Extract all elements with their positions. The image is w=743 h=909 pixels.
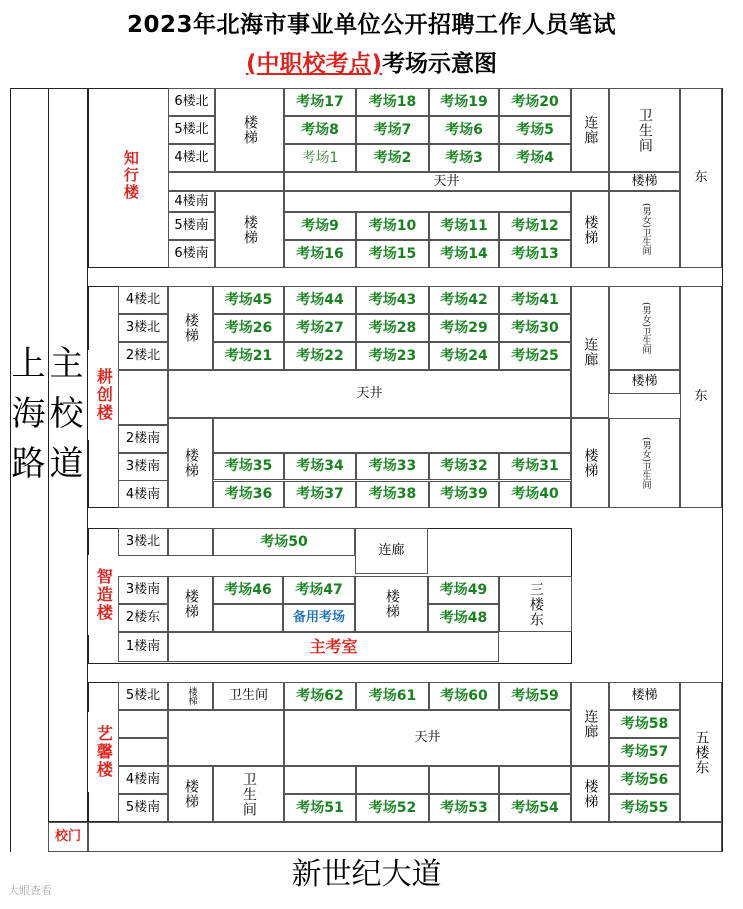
floor-label: 3楼北	[118, 528, 168, 556]
exam-room: 考场21	[213, 342, 284, 370]
floor-label: 5楼北	[168, 116, 215, 144]
exam-room: 考场41	[499, 286, 571, 314]
exam-room: 考场11	[429, 212, 499, 240]
floor-label: 4楼南	[118, 766, 168, 794]
atrium: 天井	[284, 172, 609, 191]
exam-room: 考场51	[284, 794, 356, 822]
exam-room: 考场30	[499, 314, 571, 342]
stairs: 楼梯	[168, 418, 213, 508]
floor-label: 6楼南	[168, 240, 215, 268]
east-label: 东	[680, 88, 722, 268]
corridor: 连廊	[355, 528, 428, 574]
exam-room: 考场40	[499, 481, 571, 508]
stairs: 楼梯	[609, 682, 680, 710]
corridor: 连廊	[571, 88, 609, 172]
blank-cell	[168, 710, 284, 766]
exam-room: 考场60	[429, 682, 499, 710]
atrium: 天井	[284, 710, 571, 766]
floor-label: 5楼北	[118, 682, 168, 710]
floor-label: 5楼南	[118, 794, 168, 822]
exam-room: 考场25	[499, 342, 571, 370]
floor-label: 2楼东	[118, 604, 168, 632]
east-label: 三楼东	[499, 576, 572, 632]
exam-room: 考场52	[356, 794, 429, 822]
corridor-row	[168, 172, 284, 191]
exam-room: 考场36	[213, 481, 284, 508]
blank-cell	[168, 528, 213, 556]
exam-room: 考场10	[356, 212, 429, 240]
exam-room: 考场20	[499, 88, 571, 116]
exam-room: 考场48	[428, 604, 499, 632]
floor-label: 3楼南	[118, 576, 168, 604]
corridor: 连廊	[571, 286, 609, 418]
stairs: 楼梯	[571, 418, 609, 508]
exam-room: 考场4	[499, 144, 571, 172]
floor-label: 2楼北	[118, 342, 168, 370]
exam-room: 考场43	[356, 286, 429, 314]
title-line-1: 2023年北海市事业单位公开招聘工作人员笔试	[126, 12, 616, 38]
exam-room: 考场23	[356, 342, 429, 370]
exam-room: 考场47	[283, 576, 355, 604]
exam-room: 考场42	[429, 286, 499, 314]
floor-label: 4楼北	[118, 286, 168, 314]
exam-room: 考场18	[356, 88, 429, 116]
exam-room: 考场33	[356, 453, 429, 480]
blank-cell	[118, 710, 168, 738]
exam-room: 考场24	[429, 342, 499, 370]
floor-label: 3楼北	[118, 314, 168, 342]
exam-room: 考场19	[429, 88, 499, 116]
exam-room: 考场26	[213, 314, 284, 342]
exam-room: 考场22	[284, 342, 356, 370]
exam-room: 考场2	[356, 144, 429, 172]
corridor: 连廊	[571, 682, 609, 766]
toilet: (男女)卫生间	[609, 191, 680, 268]
title-line-2	[0, 45, 743, 78]
floor-label: 2楼南	[118, 425, 168, 453]
exam-room: 考场44	[284, 286, 356, 314]
exam-room: 考场53	[429, 794, 499, 822]
gate-strip	[88, 822, 722, 852]
exam-room: 考场32	[429, 453, 499, 480]
exam-room: 考场62	[284, 682, 356, 710]
blank-cell	[356, 766, 429, 794]
toilet: (男女)卫生间	[609, 418, 680, 508]
stairs: 楼梯	[609, 370, 680, 394]
exam-room: 考场50	[213, 528, 355, 556]
exam-room: 考场27	[284, 314, 356, 342]
exam-room: 考场29	[429, 314, 499, 342]
road-main: 主校道	[43, 345, 83, 495]
exam-room: 考场1	[284, 144, 356, 172]
exam-room: 考场12	[499, 212, 571, 240]
exam-room: 考场38	[356, 481, 429, 508]
blank-cell	[284, 766, 356, 794]
exam-room: 考场55	[609, 794, 680, 822]
spare-room: 备用考场	[283, 604, 355, 632]
exam-room: 考场16	[284, 240, 356, 268]
stairs: 楼梯	[168, 682, 213, 710]
exam-room: 考场39	[429, 481, 499, 508]
floor-label: 6楼北	[168, 88, 215, 116]
exam-room: 考场56	[609, 766, 680, 794]
toilet: 卫生间	[609, 88, 680, 172]
exam-room: 考场59	[499, 682, 571, 710]
floor-label: 4楼南	[168, 191, 215, 212]
exam-room: 考场54	[499, 794, 571, 822]
east-label: 东	[680, 286, 722, 508]
toilet: (男女)卫生间	[609, 286, 680, 370]
exam-room: 考场31	[499, 453, 571, 480]
building-label-gengchuang: 耕创楼	[88, 350, 118, 440]
road-south: 新世纪大道	[10, 852, 723, 898]
building-label-zhizao: 智造楼	[88, 555, 118, 635]
blank-cell	[118, 738, 168, 766]
exam-room: 考场5	[499, 116, 571, 144]
floor-label: 4楼南	[118, 480, 168, 508]
exam-room: 考场45	[213, 286, 284, 314]
stairs: 楼梯	[215, 191, 284, 268]
school-gate: 校门	[48, 822, 88, 852]
empty-row	[284, 191, 571, 212]
stairs: 楼梯	[609, 172, 680, 191]
exam-room: 考场28	[356, 314, 429, 342]
exam-room: 考场13	[499, 240, 571, 268]
exam-room: 考场9	[284, 212, 356, 240]
stairs: 楼梯	[168, 286, 213, 370]
building-label-zhixing: 知行楼	[110, 140, 150, 210]
blank-row	[213, 418, 571, 453]
blank-cell	[213, 604, 283, 632]
floor-label: 5楼南	[168, 212, 215, 240]
exam-room: 考场14	[429, 240, 499, 268]
exam-room: 考场35	[213, 453, 284, 480]
blank-cell	[429, 766, 499, 794]
blank-cell	[118, 370, 168, 425]
exam-room: 考场6	[429, 116, 499, 144]
east-label: 五楼东	[680, 682, 722, 822]
stairs: 楼梯	[168, 766, 213, 822]
stairs: 楼梯	[215, 88, 284, 172]
exam-room: 考场58	[609, 710, 680, 738]
stairs: 楼梯	[355, 576, 428, 632]
blank-cell	[499, 766, 571, 794]
title-map: 考场示意图	[382, 51, 498, 77]
title-venue: (中职校考点)	[245, 51, 383, 77]
floor-label: 4楼北	[168, 144, 215, 172]
exam-room: 考场37	[284, 481, 356, 508]
exam-room: 考场46	[213, 576, 283, 604]
exam-room: 考场17	[284, 88, 356, 116]
exam-room: 考场57	[609, 738, 680, 766]
stairs: 楼梯	[571, 191, 609, 268]
stairs: 楼梯	[571, 766, 609, 822]
exam-room: 考场34	[284, 453, 356, 480]
main-exam-office: 主考室	[168, 632, 499, 662]
toilet: 卫生间	[213, 682, 284, 710]
road-west: 上海路	[5, 345, 45, 495]
toilet: 卫生间	[213, 766, 284, 822]
exam-room: 考场7	[356, 116, 429, 144]
floor-label: 1楼南	[118, 632, 168, 662]
exam-room: 考场3	[429, 144, 499, 172]
exam-room: 考场15	[356, 240, 429, 268]
building-label-yixin: 艺馨楼	[88, 712, 118, 792]
exam-room: 考场61	[356, 682, 429, 710]
stairs: 楼梯	[168, 576, 213, 632]
atrium: 天井	[168, 370, 571, 418]
floor-label: 3楼南	[118, 453, 168, 481]
exam-room: 考场49	[428, 576, 499, 604]
exam-room: 考场8	[284, 116, 356, 144]
watermark: 大眼查看	[8, 884, 52, 897]
